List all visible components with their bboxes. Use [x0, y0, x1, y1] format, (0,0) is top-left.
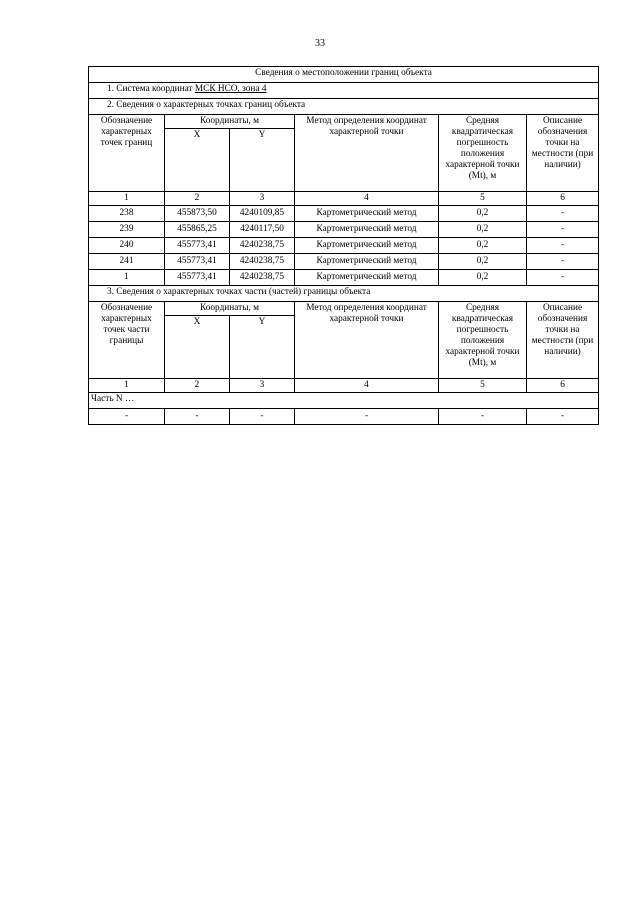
index-cell: 4 [295, 379, 439, 393]
coord-system-row [89, 83, 599, 99]
index-cell: 6 [527, 379, 599, 393]
part-row [89, 393, 599, 409]
table-row [89, 222, 599, 238]
header-designation: Обозначение характерных точек части границы [89, 302, 165, 379]
error-value: 0,2 [439, 222, 527, 238]
coord-x: 455773,41 [165, 254, 230, 270]
section3-title: 3. Сведения о характерных точках части (частей) границы объекта [89, 286, 599, 302]
part-label: Часть N … [89, 393, 599, 409]
header-description: Описание обозначения точки на местности (при наличии) [527, 115, 599, 192]
method: - [295, 409, 439, 425]
coord-y: 4240238,75 [230, 238, 295, 254]
point-id: 239 [89, 222, 165, 238]
description: - [527, 206, 599, 222]
point-id: 240 [89, 238, 165, 254]
method: Картометрический метод [295, 254, 439, 270]
coord-x: 455773,41 [165, 238, 230, 254]
header-y: Y [230, 316, 295, 379]
index-cell: 2 [165, 379, 230, 393]
header-coords: Координаты, м [165, 302, 295, 316]
index-cell: 6 [527, 192, 599, 206]
header-designation: Обозначение характерных точек границ [89, 115, 165, 192]
point-id: - [89, 409, 165, 425]
coord-y: 4240238,75 [230, 270, 295, 286]
section3-header-row [89, 302, 599, 316]
coord-y: 4240109,85 [230, 206, 295, 222]
header-method: Метод определения координат характерной точки [295, 115, 439, 192]
index-cell: 1 [89, 379, 165, 393]
description: - [527, 222, 599, 238]
coord-y: 4240117,50 [230, 222, 295, 238]
header-description: Описание обозначения точки на местности (при наличии) [527, 302, 599, 379]
boundary-table [88, 66, 599, 425]
index-cell: 3 [230, 192, 295, 206]
section3-title-row [89, 286, 599, 302]
section3-index-row [89, 379, 599, 393]
header-error: Средняя квадратическая погрешность положения характерной точки (Mt), м [439, 115, 527, 192]
coord-x: 455773,41 [165, 270, 230, 286]
header-y: Y [230, 129, 295, 192]
error-value: 0,2 [439, 238, 527, 254]
header-coords: Координаты, м [165, 115, 295, 129]
coord-system-value: МСК НСО, зона 4 [194, 84, 267, 94]
header-x: X [165, 316, 230, 379]
point-id: 1 [89, 270, 165, 286]
index-cell: 5 [439, 379, 527, 393]
table-row [89, 409, 599, 425]
section2-header-row [89, 115, 599, 129]
description: - [527, 409, 599, 425]
coord-y: - [230, 409, 295, 425]
table-title: Сведения о местоположении границ объекта [89, 67, 599, 83]
error-value: 0,2 [439, 270, 527, 286]
error-value: 0,2 [439, 254, 527, 270]
index-cell: 2 [165, 192, 230, 206]
description: - [527, 238, 599, 254]
index-cell: 4 [295, 192, 439, 206]
coord-x: 455873,50 [165, 206, 230, 222]
page-number: 33 [315, 38, 325, 49]
method: Картометрический метод [295, 222, 439, 238]
table-title-row [89, 67, 599, 83]
method: Картометрический метод [295, 270, 439, 286]
coord-x: 455865,25 [165, 222, 230, 238]
coord-x: - [165, 409, 230, 425]
section2-index-row [89, 192, 599, 206]
index-cell: 5 [439, 192, 527, 206]
description: - [527, 254, 599, 270]
error-value: - [439, 409, 527, 425]
table-row [89, 270, 599, 286]
coord-system [89, 83, 599, 99]
header-method: Метод определения координат характерной точки [295, 302, 439, 379]
section2-title: 2. Сведения о характерных точках границ объекта [89, 99, 599, 115]
section2-title-row [89, 99, 599, 115]
coord-y: 4240238,75 [230, 254, 295, 270]
table-row [89, 238, 599, 254]
table-row [89, 254, 599, 270]
method: Картометрический метод [295, 206, 439, 222]
index-cell: 3 [230, 379, 295, 393]
header-error: Средняя квадратическая погрешность положения характерной точки (Mt), м [439, 302, 527, 379]
index-cell: 1 [89, 192, 165, 206]
method: Картометрический метод [295, 238, 439, 254]
coord-system-label: 1. Система координат [107, 84, 195, 94]
header-x: X [165, 129, 230, 192]
error-value: 0,2 [439, 206, 527, 222]
point-id: 238 [89, 206, 165, 222]
description: - [527, 270, 599, 286]
point-id: 241 [89, 254, 165, 270]
table-row [89, 206, 599, 222]
